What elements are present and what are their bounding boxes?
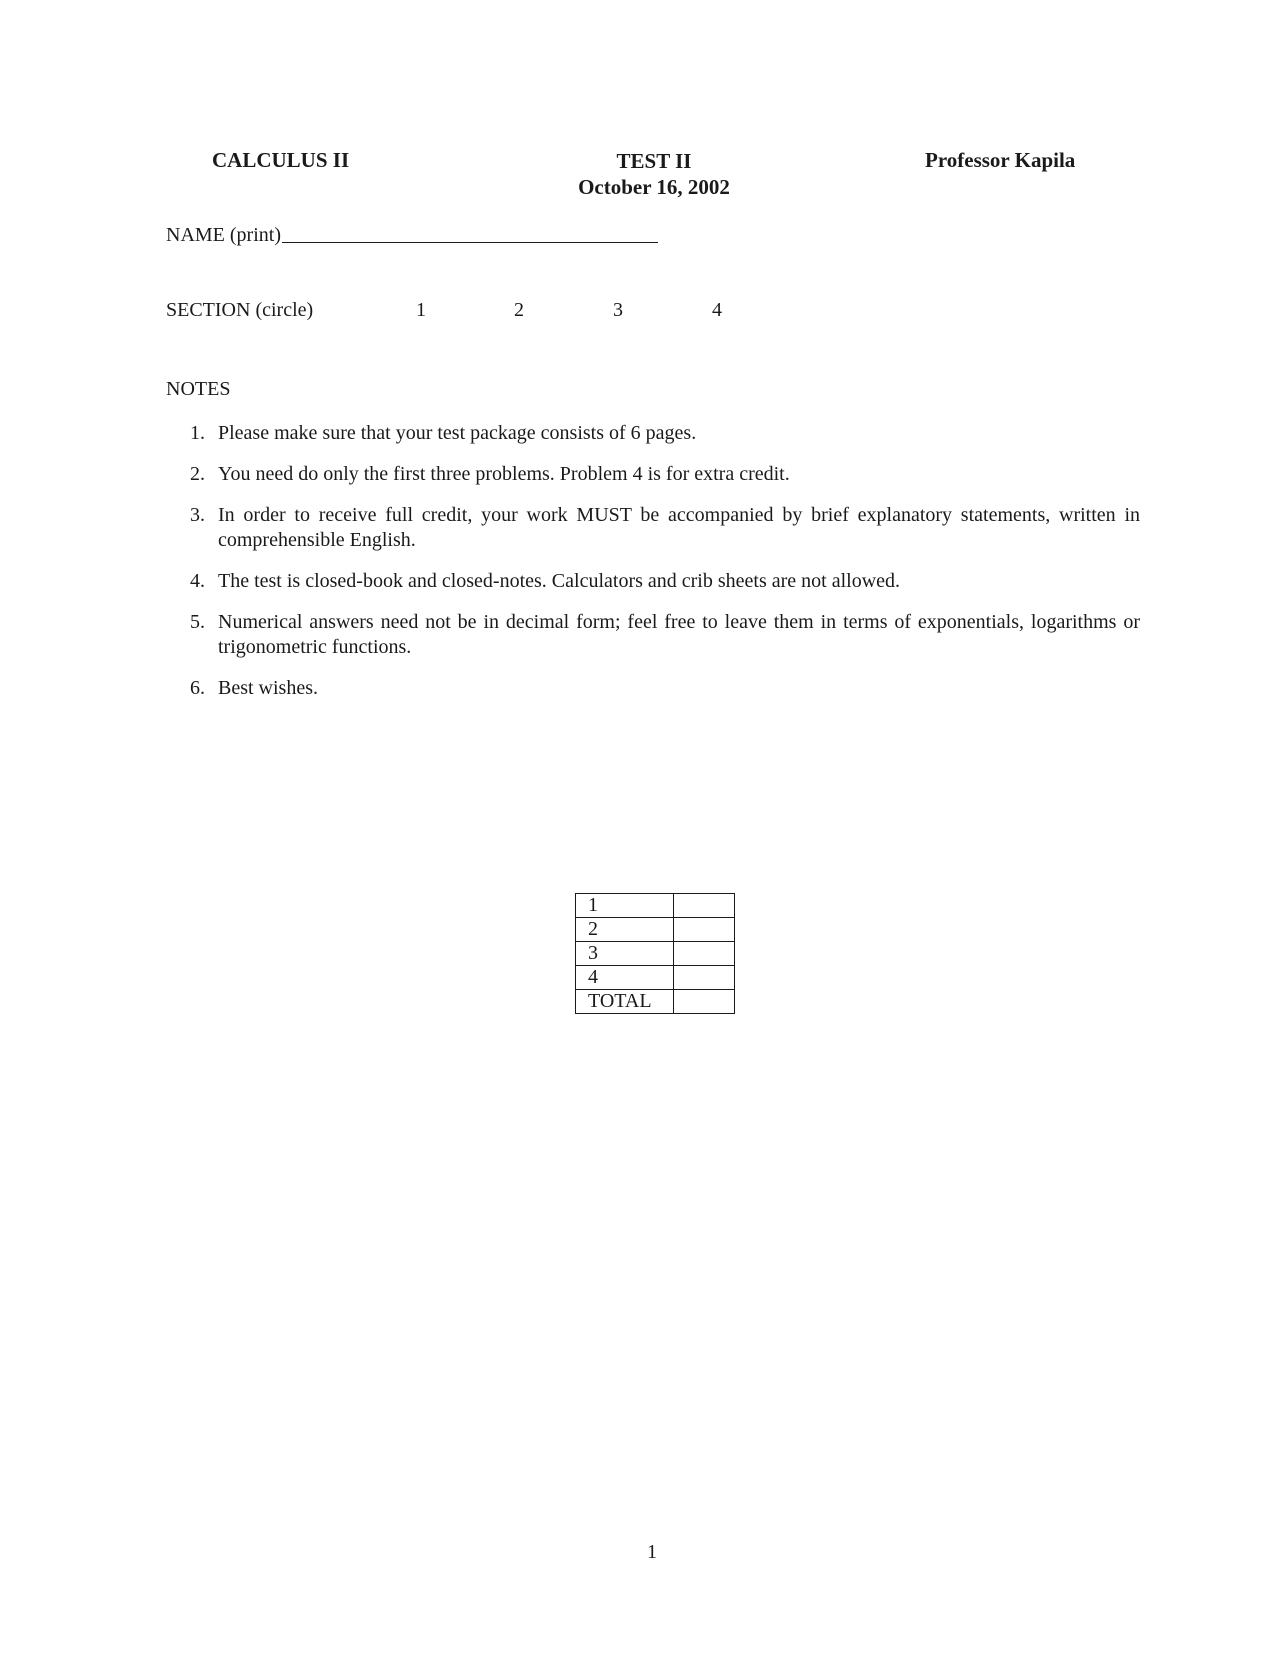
note-item	[190, 610, 1140, 660]
note-text: Numerical answers need not be in decimal form; feel free to leave them in terms of exponentials, logarithms or trigonometric functions.	[218, 611, 1140, 658]
note-text: Best wishes.	[218, 677, 318, 699]
score-row-label: 2	[576, 918, 674, 942]
note-text: The test is closed-book and closed-notes. Calculators and crib sheets are not allowed.	[218, 570, 901, 592]
table-row	[576, 942, 735, 966]
note-text: Please make sure that your test package consists of 6 pages.	[218, 422, 697, 444]
note-item	[190, 462, 1140, 487]
page-number: 1	[647, 1541, 657, 1563]
score-table	[575, 893, 735, 1014]
table-row	[576, 990, 735, 1014]
name-label: NAME (print)	[166, 224, 281, 246]
professor-name: Professor Kapila	[925, 148, 1076, 172]
score-row-label: 4	[576, 966, 674, 990]
note-text: In order to receive full credit, your work MUST be accompanied by brief explanatory statements, written in comprehensible English.	[218, 504, 1140, 551]
score-row-label: 1	[576, 894, 674, 918]
notes-title: NOTES	[166, 378, 231, 400]
test-title: TEST II	[616, 149, 692, 173]
note-item	[190, 569, 1140, 594]
score-row-label: 3	[576, 942, 674, 966]
note-number: 3.	[190, 504, 205, 526]
note-item	[190, 676, 1140, 701]
test-date: October 16, 2002	[578, 175, 730, 199]
note-number: 2.	[190, 463, 205, 485]
note-text: You need do only the first three problems. Problem 4 is for extra credit.	[218, 463, 790, 485]
name-field	[166, 224, 658, 247]
score-row-label: TOTAL	[576, 990, 674, 1014]
table-row	[576, 894, 735, 918]
section-label: SECTION (circle)	[166, 299, 314, 321]
section-option-4[interactable]: 4	[712, 299, 722, 321]
name-blank-line[interactable]	[282, 224, 658, 243]
section-option-1[interactable]: 1	[416, 299, 426, 321]
test-heading	[520, 148, 788, 200]
note-number: 4.	[190, 570, 205, 592]
score-cell	[674, 918, 735, 942]
course-title: CALCULUS II	[212, 148, 350, 172]
score-cell	[674, 966, 735, 990]
section-option-2[interactable]: 2	[514, 299, 524, 321]
section-option-3[interactable]: 3	[613, 299, 623, 321]
score-cell	[674, 894, 735, 918]
note-number: 5.	[190, 611, 205, 633]
score-cell	[674, 942, 735, 966]
score-cell	[674, 990, 735, 1014]
table-row	[576, 918, 735, 942]
note-item	[190, 503, 1140, 553]
note-number: 6.	[190, 677, 205, 699]
note-number: 1.	[190, 422, 205, 444]
notes-list	[190, 421, 1140, 717]
table-row	[576, 966, 735, 990]
note-item	[190, 421, 1140, 446]
